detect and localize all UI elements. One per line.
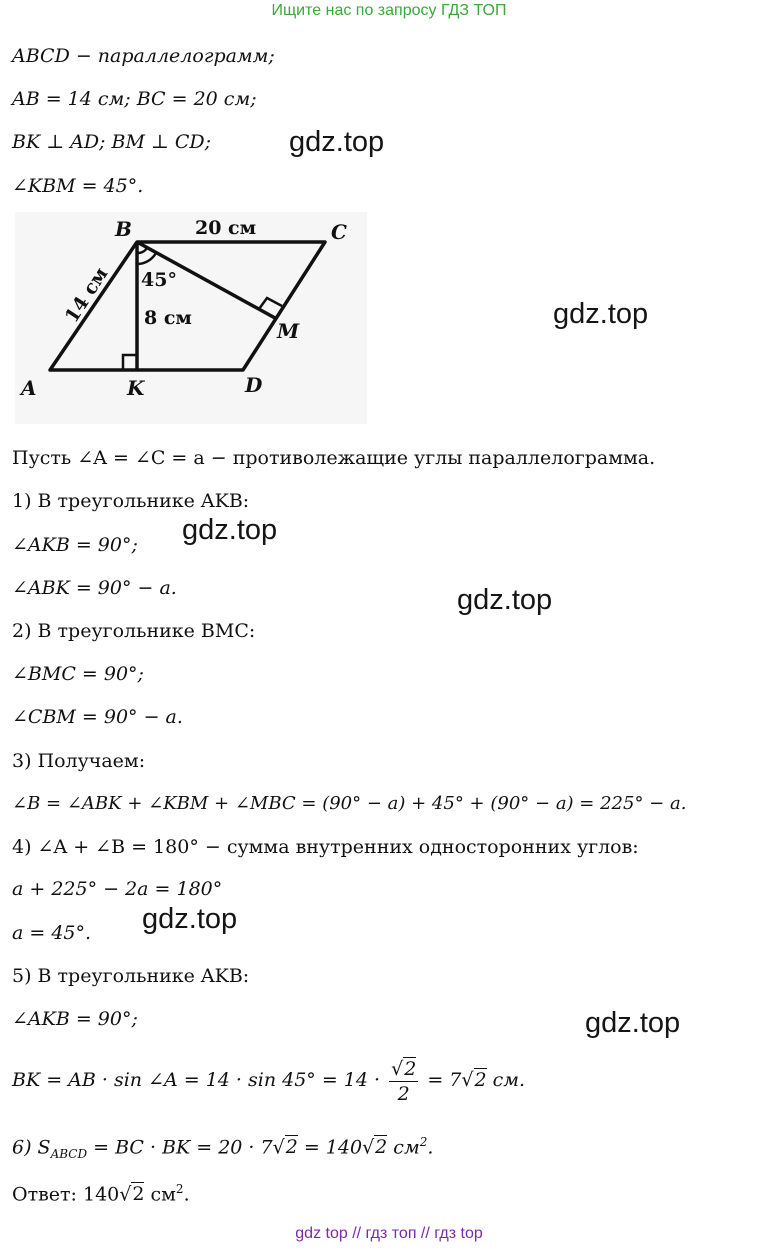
step5-line1: ∠AKB = 90°;	[12, 1008, 138, 1030]
answer-line: Ответ: 140√2 $см^2$.	[12, 1182, 190, 1206]
step3-title: 3) Получаем:	[12, 750, 146, 772]
label-angle: 45°	[141, 269, 177, 291]
fraction-numerator: √2	[391, 1057, 417, 1080]
step2-line2: ∠CBM = 90° − a.	[12, 706, 183, 728]
step1-title: 1) В треугольнике AKB:	[12, 490, 250, 512]
footer-links: gdz top // гдз топ // гдз top	[295, 1225, 483, 1242]
top-banner: Ищите нас по запросу ГДЗ ТОП	[271, 2, 507, 19]
step5-line2: BK = AB · sin ∠A = 14 · sin 45° = 14 · $\frac{√2}{2}$ = 7√2 см.	[12, 1057, 526, 1105]
right-angle-m	[259, 298, 282, 309]
right-angle-k	[123, 355, 137, 370]
step1-line1: ∠AKB = 90°;	[12, 534, 138, 556]
step6-line: 6) $S_{ABCD}$ = BC · BK = 20 · 7√2 = 140√2 $см^2$.	[12, 1135, 434, 1162]
vertex-b: B	[115, 217, 132, 241]
step5-title: 5) В треугольнике AKB:	[12, 965, 250, 987]
bk-result-prefix: = 7	[427, 1069, 462, 1091]
step4-line1: a + 225° − 2a = 180°	[12, 878, 223, 900]
angle-arc-kbm	[137, 253, 156, 264]
given-line-4: ∠KBM = 45°.	[12, 175, 144, 197]
bk-result-unit: см.	[486, 1069, 526, 1091]
watermark: gdz.top	[553, 298, 649, 330]
given-line-1: ABCD − параллелограмм;	[12, 45, 275, 67]
fraction-denominator: 2	[397, 1082, 410, 1105]
intro-line: Пусть ∠A = ∠C = a − противолежащие углы параллелограмма.	[12, 447, 656, 469]
watermark: gdz.top	[142, 903, 238, 935]
fraction-sqrt2-over-2	[389, 1057, 418, 1106]
label-ab: 14 см	[60, 263, 113, 327]
watermark: gdz.top	[457, 584, 553, 616]
label-bc: 20 см	[195, 217, 257, 239]
parallelogram-figure	[15, 212, 367, 424]
vertex-d: D	[245, 373, 263, 397]
watermark: gdz.top	[289, 126, 385, 158]
watermark: gdz.top	[182, 514, 278, 546]
given-line-2: AB = 14 см; BC = 20 см;	[12, 88, 257, 110]
vertex-k: K	[127, 376, 145, 400]
given-line-3: BK ⊥ AD; BM ⊥ CD;	[12, 131, 212, 153]
step4-title: 4) ∠A + ∠B = 180° − сумма внутренних односторонних углов:	[12, 836, 639, 858]
label-bk: 8 см	[144, 307, 192, 329]
step2-line1: ∠BMC = 90°;	[12, 663, 144, 685]
area-subscript: ABCD	[50, 1147, 88, 1162]
step2-title: 2) В треугольнике BMC:	[12, 620, 256, 642]
bk-result-sqrt: 2	[474, 1069, 487, 1091]
watermark: gdz.top	[585, 1007, 681, 1039]
vertex-c: C	[331, 220, 347, 244]
step1-line2: ∠ABK = 90° − a.	[12, 577, 177, 599]
vertex-m: M	[277, 319, 300, 343]
step4-line2: a = 45°.	[12, 922, 92, 944]
vertex-a: A	[21, 376, 37, 400]
step3-line1: ∠B = ∠ABK + ∠KBM + ∠MBC = (90° − a) + 45° + (90° − a) = 225° − a.	[12, 793, 687, 814]
bk-expression: BK = AB · sin ∠A = 14 · sin 45° = 14 ·	[12, 1069, 381, 1091]
